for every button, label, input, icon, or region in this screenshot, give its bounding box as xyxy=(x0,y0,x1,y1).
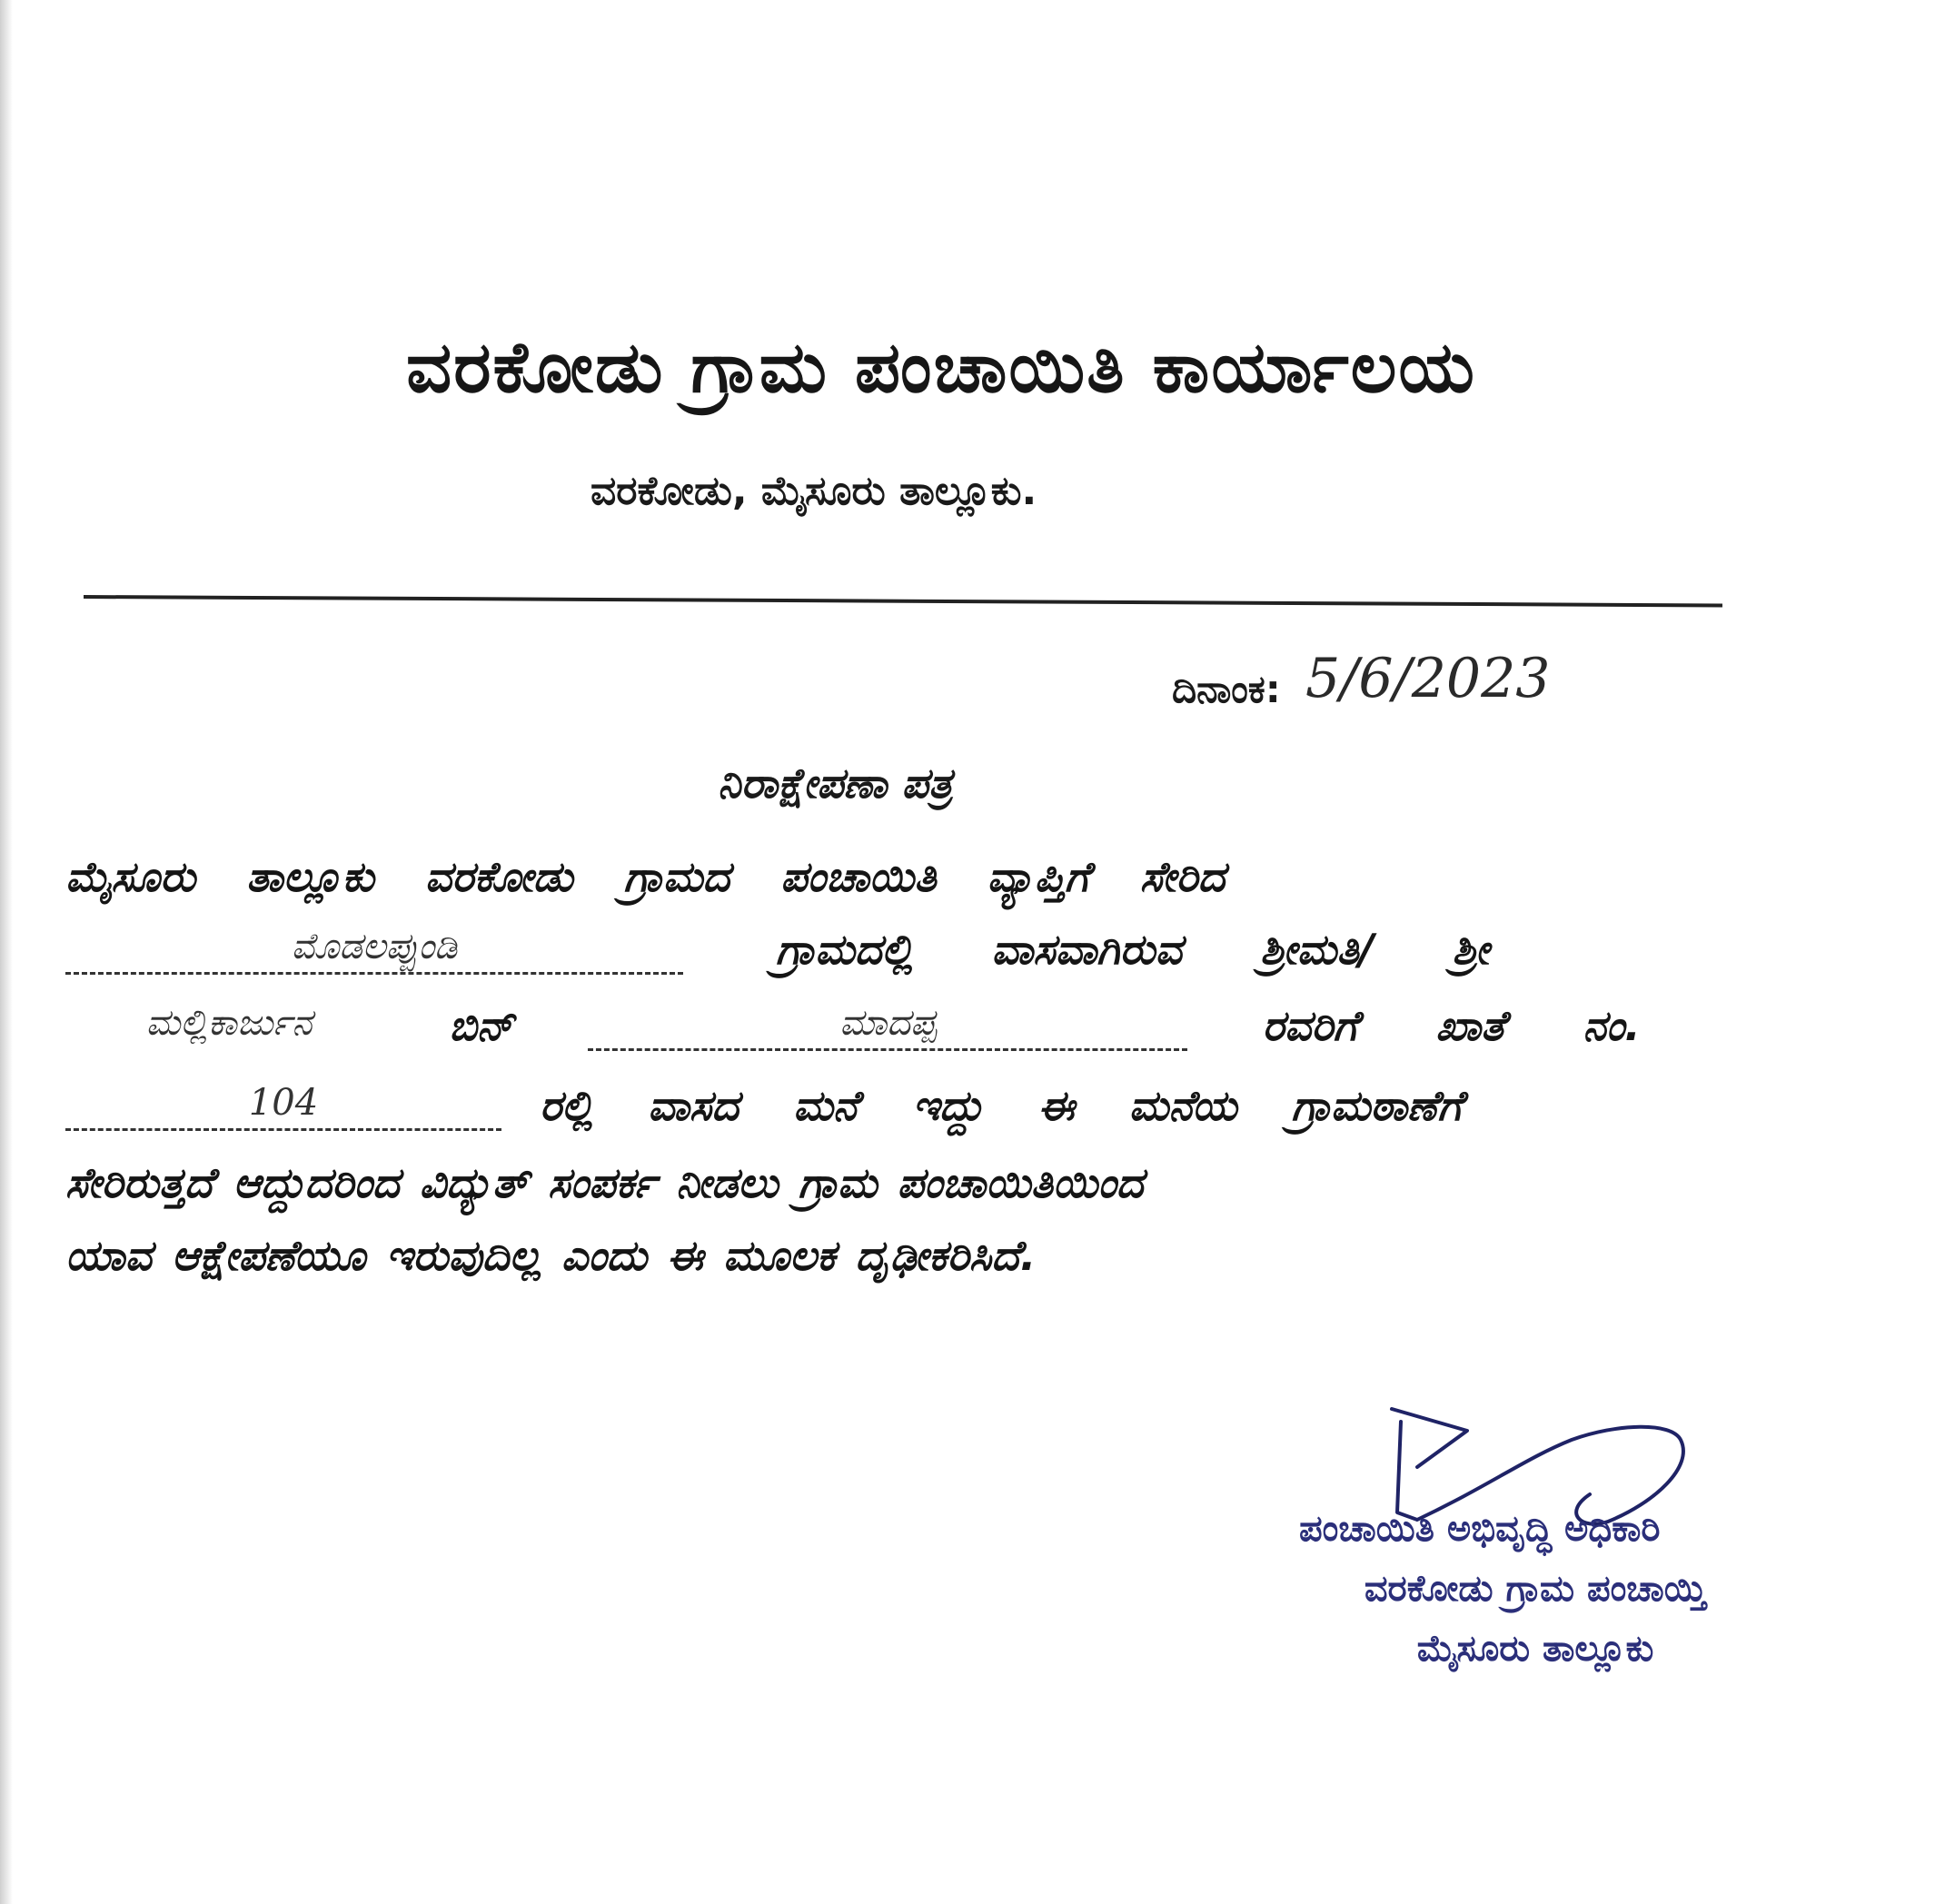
khata-blank xyxy=(65,1081,501,1131)
father-blank xyxy=(588,1001,1187,1051)
letterhead-title: ವರಕೋಡು ಗ್ರಾಮ ಪಂಚಾಯಿತಿ ಕಾರ್ಯಾಲಯ xyxy=(406,327,1476,409)
line4-text: ರಲ್ಲಿ ವಾಸದ ಮನೆ ಇದ್ದು ಈ ಮನೆಯ ಗ್ರಾಮಠಾಣೆಗೆ xyxy=(540,1081,1463,1130)
document-heading: ನಿರಾಕ್ಷೇಪಣಾ ಪತ್ರ xyxy=(718,759,953,808)
line3-text: ರವರಿಗೆ ಖಾತೆ ನಂ. xyxy=(1262,1001,1641,1050)
stamp-line-1: ಪಂಚಾಯಿತಿ ಅಭಿವೃದ್ಧಿ ಅಧಿಕಾರಿ xyxy=(1299,1508,1661,1550)
page-edge-shadow xyxy=(0,0,13,1904)
body-line-2 xyxy=(65,925,1737,976)
date-row xyxy=(1172,647,1551,716)
name-blank xyxy=(65,1001,392,1048)
father-handwritten: ಮಾದಪ್ಪ xyxy=(839,1002,937,1044)
line2-text: ಗ್ರಾಮದಲ್ಲಿ ವಾಸವಾಗಿರುವ ಶ್ರೀಮತಿ/ ಶ್ರೀ xyxy=(776,925,1489,974)
officer-stamp xyxy=(1281,1499,1790,1679)
body-line-4 xyxy=(65,1081,1737,1132)
son-of-label: ಬಿನ್ xyxy=(449,1001,514,1050)
khata-handwritten: 104 xyxy=(248,1082,319,1124)
body-line-1: ಮೈಸೂರು ತಾಲ್ಲೂಕು ವರಕೋಡು ಗ್ರಾಮದ ಪಂಚಾಯಿತಿ ವ್ಯಾಪ್ತಿಗೆ ಸೇರಿದ xyxy=(65,852,1226,901)
header-divider xyxy=(84,595,1722,607)
village-handwritten: ಮೊಡಲಪ್ಪುಂಡಿ xyxy=(291,926,458,967)
date-value: 5/6/2023 xyxy=(1305,647,1551,710)
stamp-line-2: ವರಕೋಡು ಗ್ರಾಮ ಪಂಚಾಯ್ತಿ xyxy=(1364,1568,1707,1610)
letterhead-subtitle: ವರಕೋಡು, ಮೈಸೂರು ತಾಲ್ಲೂಕು. xyxy=(590,468,1037,514)
stamp-line-3: ಮೈಸೂರು ತಾಲ್ಲೂಕು xyxy=(1416,1628,1654,1670)
date-label: ದಿನಾಂಕ: xyxy=(1172,667,1281,711)
name-handwritten: ಮಲ್ಲಿಕಾರ್ಜುನ xyxy=(145,1002,313,1044)
village-blank xyxy=(65,925,683,975)
body-line-5: ಸೇರಿರುತ್ತದೆ ಆದ್ದುದರಿಂದ ವಿದ್ಯುತ್ ಸಂಪರ್ಕ ನೀಡಲು ಗ್ರಾಮ ಪಂಚಾಯಿತಿಯಿಂದ xyxy=(65,1158,1144,1207)
body-line-6: ಯಾವ ಆಕ್ಷೇಪಣೆಯೂ ಇರುವುದಿಲ್ಲ ಎಂದು ಈ ಮೂಲಕ ದೃಢೀಕರಿಸಿದೆ. xyxy=(65,1231,1037,1280)
body-line-3 xyxy=(65,1001,1737,1052)
